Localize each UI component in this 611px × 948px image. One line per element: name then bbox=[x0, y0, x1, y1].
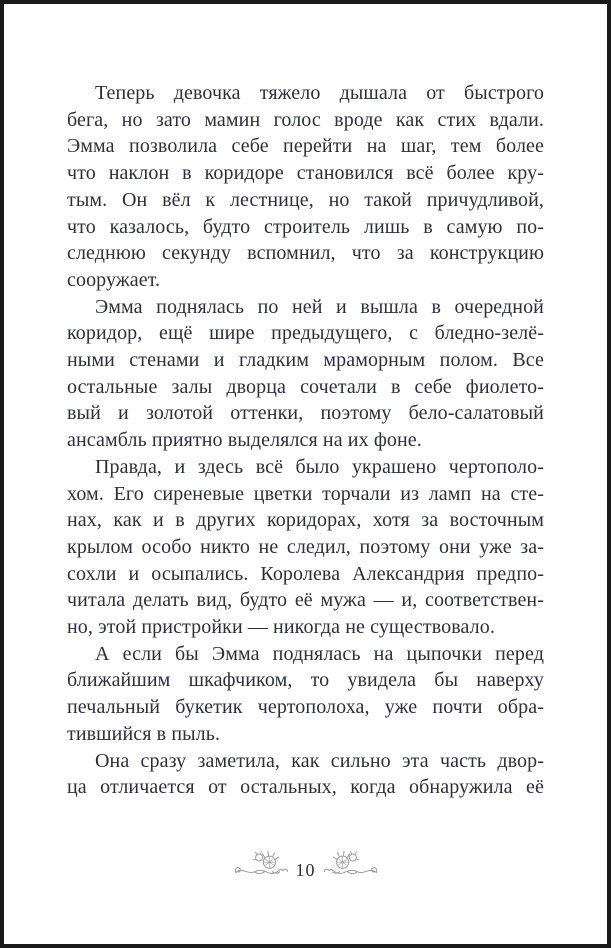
text-line: сооружает. bbox=[67, 268, 161, 291]
floral-ornament-right-icon bbox=[323, 850, 379, 884]
text-line: Она сразу заметила, как сильно эта часть двор- bbox=[95, 749, 544, 772]
floral-ornament-left-icon bbox=[233, 850, 289, 884]
text-line: ными стенами и гладким мраморным полом. Все bbox=[67, 349, 544, 372]
text-line: читала делать вид, будто её мужа — и, соответствен- bbox=[67, 589, 544, 612]
text-line: но, этой пристройки — никогда не существовало. bbox=[67, 616, 495, 639]
text-line: тым. Он вёл к лестнице, но такой причудливой, bbox=[67, 188, 544, 211]
text-line: печальный букетик чертополоха, уже почти обра- bbox=[67, 696, 544, 719]
text-line: нах, как и в других коридорах, хотя за восточным bbox=[67, 509, 544, 532]
text-line: хом. Его сиреневые цветки торчали из ламп на сте- bbox=[67, 482, 544, 505]
page-footer bbox=[4, 850, 607, 884]
text-line: А если бы Эмма поднялась на цыпочки перед bbox=[95, 642, 544, 665]
text-line: ансамбль приятно выделялся на их фоне. bbox=[67, 429, 422, 452]
text-line: Эмма позволила себе перейти на шаг, тем более bbox=[67, 135, 544, 158]
text-line: бега, но зато мамин голос вроде как стих вдали. bbox=[67, 108, 544, 131]
text-line: Теперь девочка тяжело дышала от быстрого bbox=[95, 82, 544, 104]
text-line: вый и золотой оттенки, поэтому бело-салатовый bbox=[67, 402, 544, 425]
page-number: 10 bbox=[295, 859, 316, 880]
text-line: тившийся в пыль. bbox=[67, 722, 221, 745]
text-line: что казалось, будто строитель лишь в самую по- bbox=[67, 215, 544, 238]
text-line: ца отличается от остальных, когда обнаружила её bbox=[67, 776, 544, 799]
text-line: коридор, ещё шире предыдущего, с бледно-зелё- bbox=[67, 322, 544, 345]
text-line: что наклон в коридоре становился всё более кру- bbox=[67, 162, 544, 185]
text-line: крылом особо никто не следил, поэтому они уже за- bbox=[67, 535, 544, 558]
text-line: Эмма поднялась по ней и вышла в очередной bbox=[95, 295, 544, 318]
text-line: ближайшим шкафчиком, то увидела бы наверху bbox=[67, 669, 544, 692]
text-block bbox=[67, 80, 544, 801]
text-line: Правда, и здесь всё было украшено чертополо- bbox=[95, 455, 544, 478]
text-line: следнюю секунду вспомнил, что за конструкцию bbox=[67, 242, 544, 265]
text-line: сохли и осыпались. Королева Александрия предпо- bbox=[67, 562, 544, 585]
text-line: остальные залы дворца сочетали в себе фиолето- bbox=[67, 375, 544, 398]
